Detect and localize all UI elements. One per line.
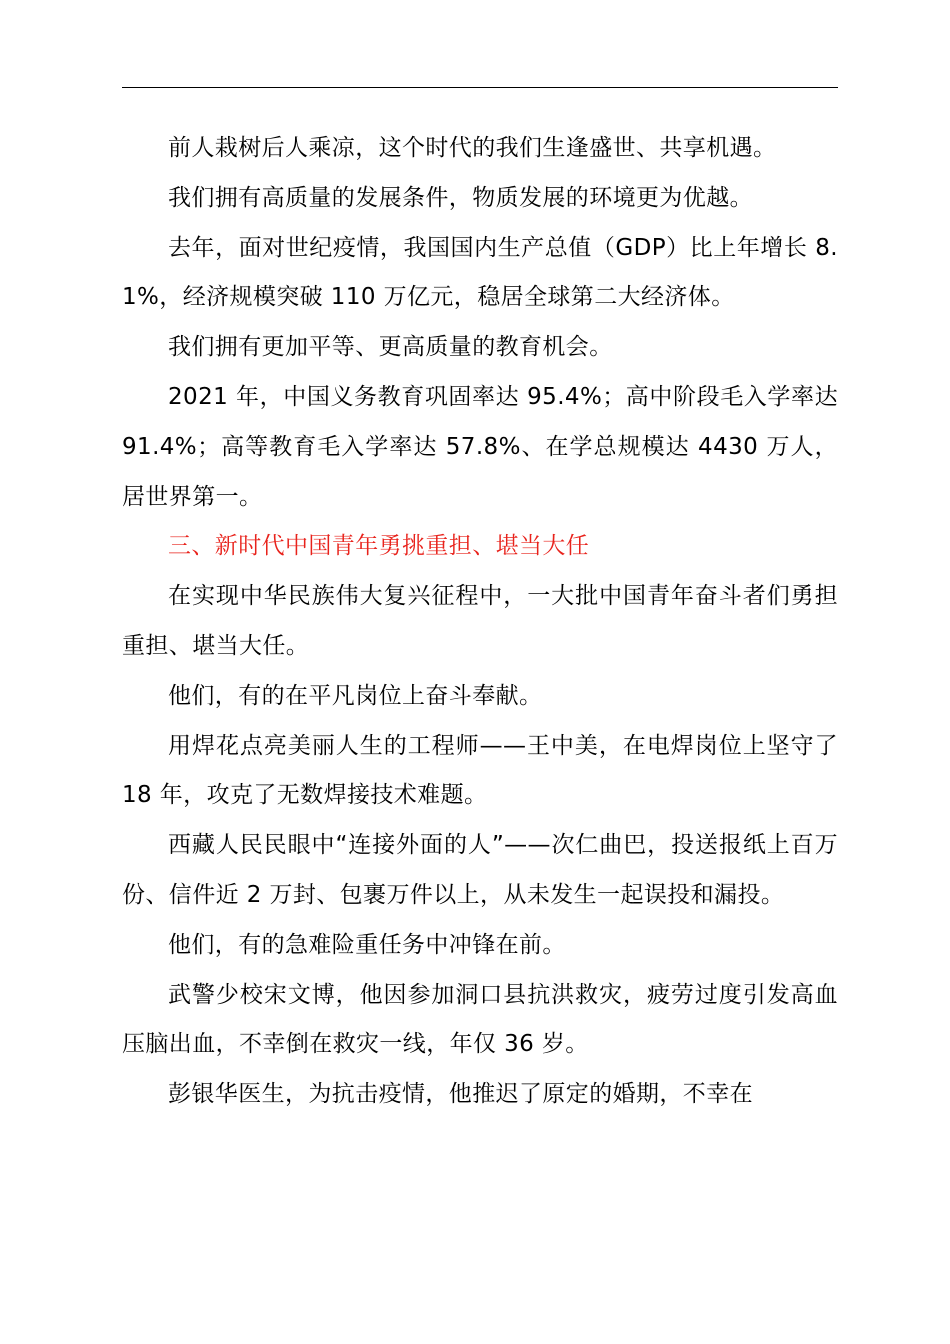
header-rule (122, 87, 838, 88)
paragraph-12: 武警少校宋文博，他因参加洞口县抗洪救灾，疲劳过度引发高血压脑出血，不幸倒在救灾一线，年仅 36 岁。 (122, 981, 838, 1058)
section-heading: 三、新时代中国青年勇挑重担、堪当大任 (168, 533, 590, 560)
paragraph-13: 彭银华医生，为抗击疫情，他推迟了原定的婚期，不幸在 (168, 1081, 753, 1108)
paragraph-11: 他们，有的急难险重任务中冲锋在前。 (168, 931, 566, 958)
paragraph-2: 我们拥有高质量的发展条件，物质发展的环境更为优越。 (168, 184, 753, 211)
paragraph-5: 2021 年，中国义务教育巩固率达 95.4%；高中阶段毛入学率达 91.4%；高等教育毛入学率达 57.8%、在学总规模达 4430 万人，居世界第一。 (122, 383, 838, 510)
paragraph-7: 在实现中华民族伟大复兴征程中，一大批中国青年奋斗者们勇担重担、堪当大任。 (122, 583, 838, 659)
paragraph-10: 西藏人民民眼中“连接外面的人”——次仁曲巴，投送报纸上百万份、信件近 2 万封、包裹万件以上，从未发生一起误投和漏投。 (122, 832, 838, 908)
paragraph-9: 用焊花点亮美丽人生的工程师——王中美，在电焊岗位上坚守了 18 年，攻克了无数焊接技术难题。 (122, 732, 838, 809)
paragraph-4: 我们拥有更加平等、更高质量的教育机会。 (168, 334, 613, 361)
document-body (122, 124, 838, 1120)
paragraph-1: 前人栽树后人乘凉，这个时代的我们生逢盛世、共享机遇。 (168, 135, 777, 161)
paragraph-8: 他们，有的在平凡岗位上奋斗奉献。 (168, 682, 543, 709)
paragraph-3: 去年，面对世纪疫情，我国国内生产总值（GDP）比上年增长 8.1%，经济规模突破 110 万亿元，稳居全球第二大经济体。 (122, 234, 838, 311)
